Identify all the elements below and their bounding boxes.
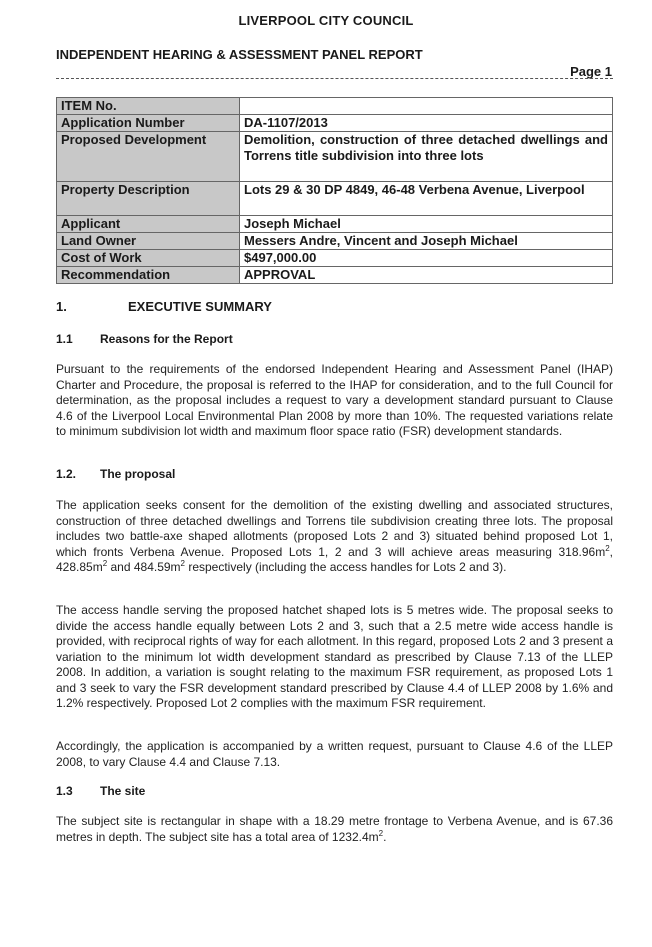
row-value: DA-1107/2013 [240, 115, 613, 132]
table-row [57, 216, 613, 233]
subsection-heading [56, 467, 175, 481]
table-row [57, 250, 613, 267]
subsection-title: The proposal [100, 467, 176, 481]
table-row [57, 98, 613, 115]
paragraph: Pursuant to the requirements of the endorsed Independent Hearing and Assessment Panel (IHAP) Charter and Procedure, the proposal is referred to the IHAP for consideration, and to the full Council for determination, as the proposal includes a request to vary a development standard pursuant to Clause 4.6 of the Liverpool Local Environmental Plan 2008 by more than 10%. The requested variations relate to minimum subdivision lot width and maximum floor space ratio (FSR) development standards. [56, 362, 613, 438]
text-run: . [383, 829, 387, 844]
header-divider [56, 78, 613, 79]
subsection-heading [56, 784, 145, 798]
text-run: The application seeks consent for the demolition of the existing dwelling and associated structures, construction of three detached dwellings and Torrens tile subdivision creating three lots. The proposal includes two battle-axe shaped allotments (proposed Lots 2 and 3) situated behind proposed Lot 1, which fronts Verbena Avenue. Proposed Lots 1, 2 and 3 will achieve areas measuring 318.96m [56, 498, 613, 559]
row-value: Lots 29 & 30 DP 4849, 46-48 Verbena Avenue, Liverpool [240, 182, 613, 216]
paragraph [56, 498, 613, 576]
row-label: Cost of Work [57, 250, 240, 267]
paragraph [56, 814, 613, 845]
text-run: The subject site is rectangular in shape with a 18.29 metre frontage to Verbena Avenue, and is 67.36 metres in depth. The subject site has a total area of 1232.4m [56, 814, 613, 844]
subsection-title: Reasons for the Report [100, 332, 233, 346]
text-run: , 428.85m [56, 544, 613, 574]
page-number: Page 1 [570, 64, 612, 79]
section-title: EXECUTIVE SUMMARY [128, 299, 272, 314]
paragraph: The access handle serving the proposed hatchet shaped lots is 5 metres wide. The proposal seeks to divide the access handle equally between Lots 2 and 3, such that a 2.5 metre wide access handle is provided, with reciprocal rights of way for each allotment. In this regard, proposed Lots 2 and 3 present a variation to the minimum lot width development standard as prescribed by Clause 7.13 of the LLEP 2008. In addition, a variation is sought relating to the maximum FSR requirement, as proposed Lots 1 and 3 seek to vary the FSR development standard prescribed by Clause 4.4 of LLEP 2008 by 1.6% and 1.2% respectively. Proposed Lot 2 complies with the maximum FSR requirement. [56, 603, 613, 710]
text-run: and 484.59m [107, 560, 181, 574]
table-row [57, 115, 613, 132]
row-label: Applicant [57, 216, 240, 233]
subsection-title: The site [100, 784, 146, 798]
row-label: Recommendation [57, 267, 240, 284]
row-label: Property Description [57, 182, 240, 216]
council-name: LIVERPOOL CITY COUNCIL [238, 13, 414, 28]
table-row [57, 267, 613, 284]
paragraph: Accordingly, the application is accompanied by a written request, pursuant to Clause 4.6 of the LLEP 2008, to vary Clause 4.4 and Clause 7.13. [56, 739, 613, 769]
report-title: INDEPENDENT HEARING & ASSESSMENT PANEL REPORT [56, 47, 423, 62]
row-value [240, 98, 613, 115]
subsection-number: 1.3 [56, 784, 73, 798]
row-label: Application Number [57, 115, 240, 132]
table-row [57, 132, 613, 182]
row-label: ITEM No. [57, 98, 240, 115]
subsection-heading [56, 332, 233, 346]
row-value: Demolition, construction of three detached dwellings and Torrens title subdivision into three lots [240, 132, 613, 182]
row-label: Land Owner [57, 233, 240, 250]
superscript: 2 [180, 559, 185, 568]
table-row [57, 233, 613, 250]
row-value: Joseph Michael [240, 216, 613, 233]
table-row [57, 182, 613, 216]
superscript: 2 [102, 559, 108, 568]
row-value: APPROVAL [240, 267, 613, 284]
section-number: 1. [56, 299, 67, 314]
superscript: 2 [605, 543, 610, 553]
row-label: Proposed Development [57, 132, 240, 182]
row-value: Messers Andre, Vincent and Joseph Michael [240, 233, 613, 250]
subsection-number: 1.2. [56, 467, 77, 481]
row-value: $497,000.00 [240, 250, 613, 267]
subsection-number: 1.1 [56, 332, 73, 346]
application-info-table [56, 97, 613, 284]
section-heading [56, 299, 272, 314]
superscript: 2 [378, 828, 384, 838]
text-run: respectively (including the access handles for Lots 2 and 3). [185, 560, 507, 574]
